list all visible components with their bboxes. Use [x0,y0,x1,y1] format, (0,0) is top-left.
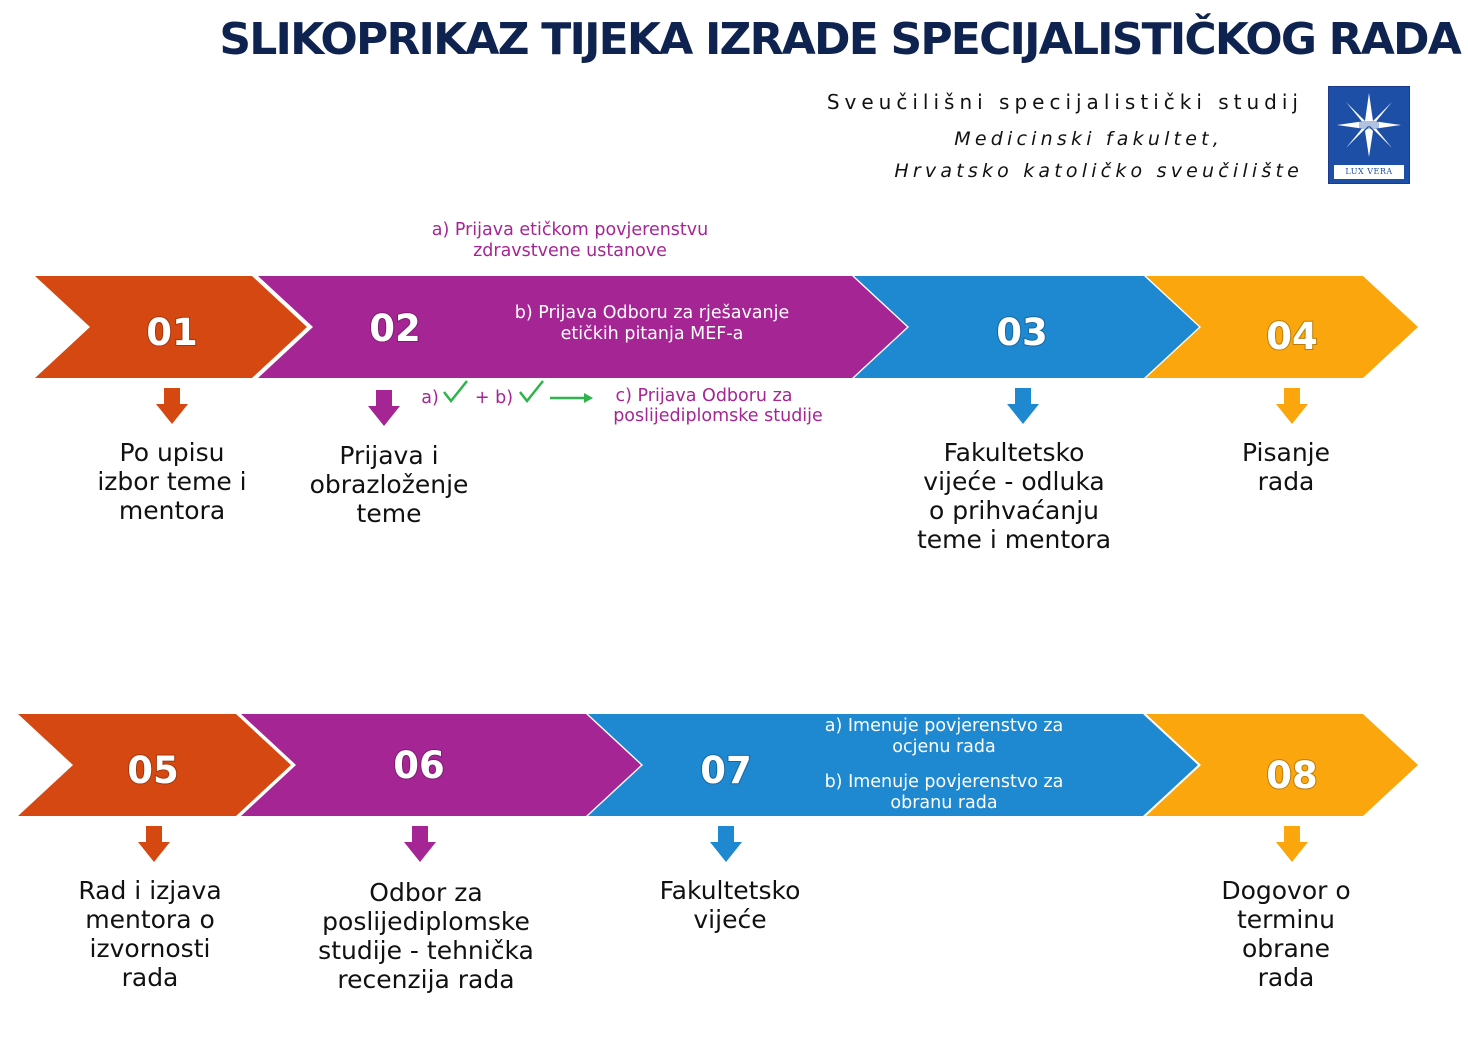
step-07-note-b-line2: obranu rada [890,793,998,813]
step-07-note-a-line1: a) Imenuje povjerenstvo za [824,716,1064,736]
step-07-number: 07 [700,749,752,792]
step-02-note-c-plus: + b) [474,388,514,408]
step-01-number: 01 [146,311,198,354]
step-08-down-arrow [1276,826,1308,862]
step-08-description: Dogovor o terminu obrane rada [1221,876,1351,992]
subtitle-faculty: Medicinski fakultet, [954,128,1223,150]
step-02-note-b-line2: etičkih pitanja MEF-a [560,324,744,344]
step-01-description: Po upisu izbor teme i mentora [97,438,247,525]
step-02-note-a-line2: zdravstvene ustanove [473,241,667,261]
step-03-down-arrow [1007,388,1039,424]
logo-motto: LUX VERA [1334,165,1404,179]
subtitle-university: Hrvatsko katoličko sveučilište [894,160,1303,182]
step-07-description: Fakultetsko vijeće [659,876,801,934]
step-08-number: 08 [1266,754,1318,797]
step-05-down-arrow [138,826,170,862]
step-02-down-arrow [368,390,400,426]
step-02-note-c-a: a) [421,388,439,408]
step-01-down-arrow [156,388,188,424]
step-07-note-a-line2: ocjenu rada [892,737,996,757]
step-07-note-b-line1: b) Imenuje povjerenstvo za [824,772,1064,792]
step-03-number: 03 [996,311,1048,354]
step-02-description: Prijava i obrazloženje teme [309,441,469,528]
subtitle-program: Sveučilišni specijalistički studij [826,90,1303,114]
step-02-note-c-line2: poslijediplomske studije [613,406,823,426]
arrow-right-head-icon [584,393,593,403]
step-03-description: Fakultetsko vijeće - odluka o prihvaćanju teme i mentora [916,438,1112,554]
step-04-number: 04 [1266,315,1318,358]
step-05-description: Rad i izjava mentora o izvornosti rada [78,876,222,992]
step-07-down-arrow [710,826,742,862]
step-06-down-arrow [404,826,436,862]
step-02-note-a-line1: a) Prijava etičkom povjerenstvu [431,220,709,240]
step-02-note-c-line1: c) Prijava Odboru za [615,386,793,406]
page-title: SLIKOPRIKAZ TIJEKA IZRADE SPECIJALISTIČKOG RADA [219,14,1460,65]
step-04-down-arrow [1276,388,1308,424]
step-02-note-b-line1: b) Prijava Odboru za rješavanje [514,303,790,323]
step-06-description: Odbor za poslijediplomske studije - tehnička recenzija rada [318,878,534,994]
check-icon [444,381,467,401]
step-05-number: 05 [127,749,179,792]
step-04-description: Pisanje rada [1242,438,1330,496]
step-06-number: 06 [393,744,445,787]
check-icon [520,381,543,401]
step-02-number: 02 [369,307,421,350]
